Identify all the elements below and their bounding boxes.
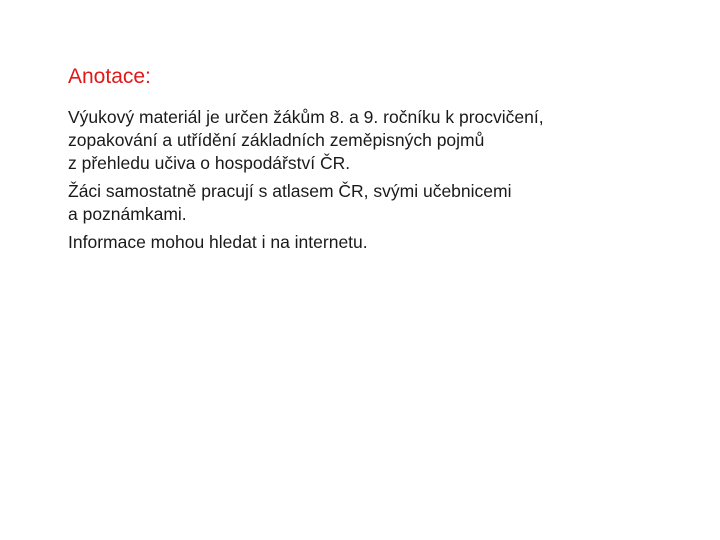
text-line: a poznámkami. <box>68 204 187 224</box>
paragraph-purpose <box>68 106 688 175</box>
paragraph-internet <box>68 231 688 254</box>
annotation-body <box>68 106 688 259</box>
paragraph-method <box>68 180 688 226</box>
text-line: zopakování a utřídění základních zeměpisných pojmů <box>68 130 485 150</box>
text-line: Informace mohou hledat i na internetu. <box>68 232 368 252</box>
slide-title: Anotace: <box>68 65 151 88</box>
text-line: z přehledu učiva o hospodářství ČR. <box>68 153 351 173</box>
text-line: Žáci samostatně pracují s atlasem ČR, svými učebnicemi <box>68 181 512 201</box>
text-line: Výukový materiál je určen žákům 8. a 9. ročníku k procvičení, <box>68 107 544 127</box>
